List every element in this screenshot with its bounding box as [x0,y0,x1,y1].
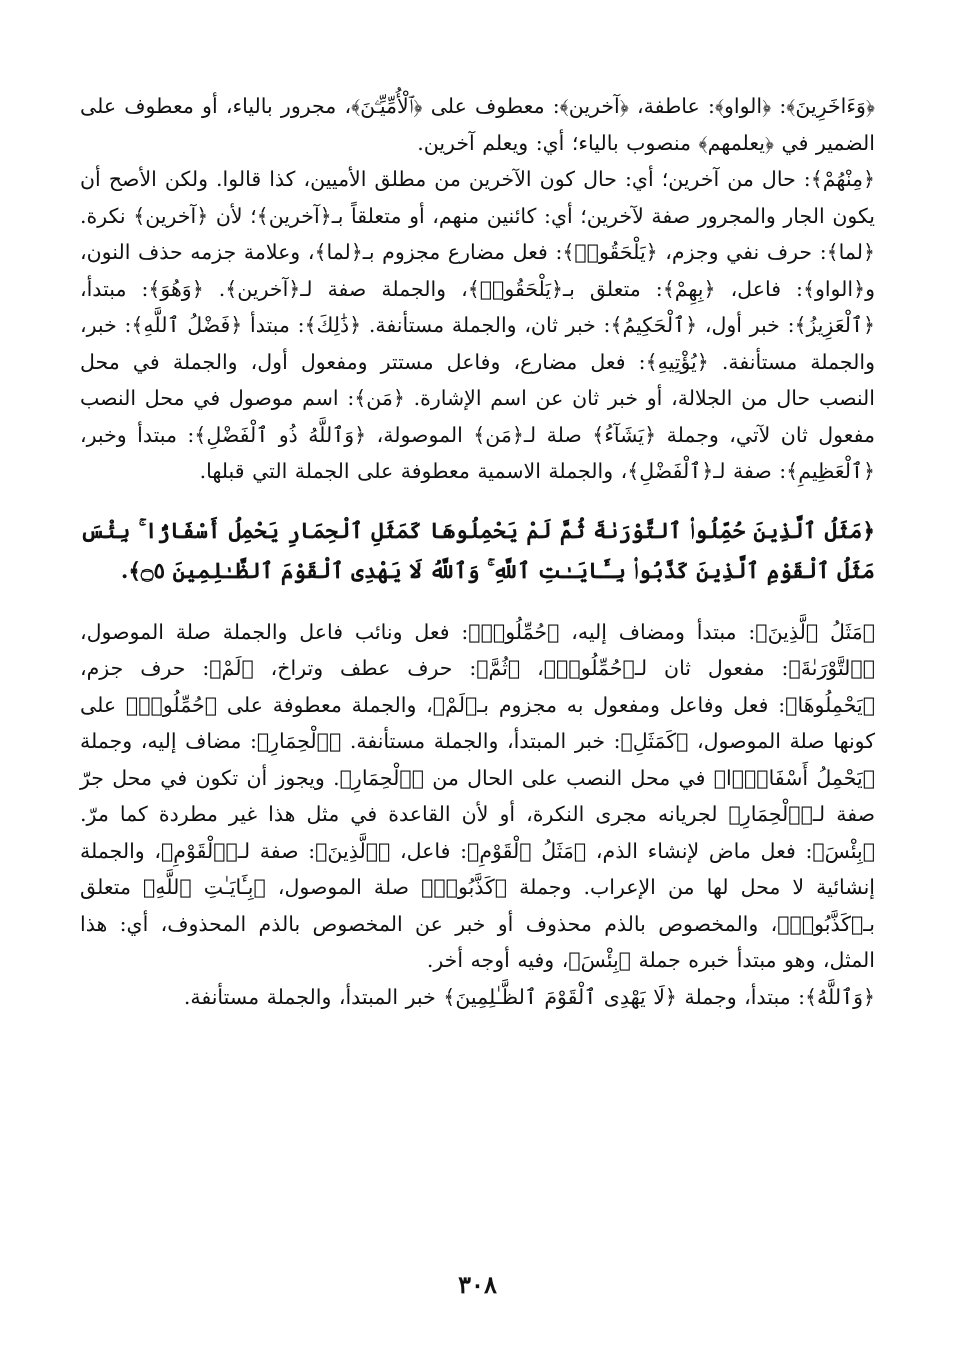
page-number: ٣٠٨ [458,1270,497,1299]
paragraph-2: ﴿مِنْهُمْ﴾: حال من آخرين؛ أي: حال كون الآخرين من مطلق الأميين، كذا قالوا. ولكن الأصح أن يكون الجار والمجرور صفة لآخرين؛ أي: كائنين منهم، أو متعلقاً بـ﴿آخرين﴾؛ لأن ﴿آخرين﴾ نكرة. ﴿لما﴾: حرف نفي وجزم، ﴿يَلْحَقُوا۟﴾: فعل مضارع مجزوم بـ﴿لما﴾، وعلامة جزمه حذف النون، و﴿الواو﴾: فاعل، ﴿بِهِمْ﴾: متعلق بـ﴿يَلْحَقُوا۟﴾، والجملة صفة لـ﴿آخرين﴾. ﴿وَهُوَ﴾: مبتدأ، ﴿ٱلْعَزِيزُ﴾: خبر أول، ﴿ٱلْحَكِيمُ﴾: خبر ثان، والجملة مستأنفة. ﴿ذَٰلِكَ﴾: مبتدأ ﴿فَضْلُ ٱللَّهِ﴾: خبر، والجملة مستأنفة. ﴿يُؤْتِيهِ﴾: فعل مضارع، وفاعل مستتر ومفعول أول، والجملة في محل النصب حال من الجلالة، أو خبر ثان عن اسم الإشارة. ﴿مَن﴾: اسم موصول في محل النصب مفعول ثان لآتي، وجملة ﴿يَشَآءُ﴾ صلة لـ﴿مَن﴾ الموصولة، ﴿وَٱللَّهُ ذُو ٱلْفَضْلِ﴾: مبتدأ وخبر، ﴿ٱلْعَظِيمِ﴾: صفة لـ﴿ٱلْفَضْلِ﴾، والجملة الاسمية معطوفة على الجملة التي قبلها. [80,167,875,483]
paragraph-1: ﴿وَءَاخَرِينَ﴾: ﴿الواو﴾: عاطفة، ﴿آخرين﴾: معطوف على ﴿ٱلْأُمِّيِّـۧنَ﴾، مجرور بالياء، أو معطوف على الضمير في ﴿يعلمهم﴾ منصوب بالياء؛ أي: ويعلم آخرين. [80,94,875,155]
quran-verse: ﴿مَثَلُ ٱلَّذِينَ حُمِّلُوا۟ ٱلتَّوْرَىٰةَ ثُمَّ لَمْ يَحْمِلُوهَا كَمَثَلِ ٱلْحِمَارِ يَحْمِلُ أَسْفَارًۢا ۚ بِئْسَ مَثَلُ ٱلْقَوْمِ ٱلَّذِينَ كَذَّبُوا۟ بِـَٔايَـٰتِ ٱللَّهِ ۚ وَٱللَّهُ لَا يَهْدِى ٱلْقَوْمَ ٱلظَّـٰلِمِينَ ۝٥﴾. [80,518,875,584]
page-body [80,88,875,1364]
paragraph-3: ﴿مَثَلُ ٱلَّذِينَ﴾: مبتدأ ومضاف إليه، ﴿حُمِّلُوا۟﴾: فعل ونائب فاعل والجملة صلة الموصول، ﴿ٱلتَّوْرَىٰةَ﴾: مفعول ثان لـ﴿حُمِّلُوا۟﴾، ﴿ثُمَّ﴾: حرف عطف وتراخ، ﴿لَمْ﴾: حرف جزم، ﴿يَحْمِلُوهَا﴾: فعل وفاعل ومفعول به مجزوم بـ﴿لَمْ﴾، والجملة معطوفة على ﴿حُمِّلُوا۟﴾ على كونها صلة الموصول، ﴿كَمَثَلِ﴾: خبر المبتدأ، والجملة مستأنفة. ﴿ٱلْحِمَارِ﴾: مضاف إليه، وجملة ﴿يَحْمِلُ أَسْفَارًۢا﴾ في محل النصب على الحال من ﴿ٱلْحِمَارِ﴾. ويجوز أن تكون في محل جرّ صفة لـ﴿ٱلْحِمَارِ﴾ لجريانه مجرى النكرة، أو لأن القاعدة في مثل هذا غير مطردة كما مرّ. ﴿بِئْسَ﴾: فعل ماض لإنشاء الذم، ﴿مَثَلُ ٱلْقَوْمِ﴾: فاعل، ﴿ٱلَّذِينَ﴾: صفة لـ﴿ٱلْقَوْمِ﴾، والجملة إنشائية لا محل لها من الإعراب. وجملة ﴿كَذَّبُوا۟﴾ صلة الموصول، ﴿بِـَٔايَـٰتِ ٱللَّهِ﴾ متعلق بـ﴿كَذَّبُوا۟﴾، والمخصوص بالذم محذوف أو خبر عن المخصوص بالذم المحذوف، أي: هذا المثل، وهو مبتدأ خبره جملة ﴿بِئْسَ﴾، وفيه أوجه أخر. [80,619,875,972]
paragraph-4: ﴿وَٱللَّهُ﴾: مبتدأ، وجملة ﴿لَا يَهْدِى ٱلْقَوْمَ ٱلظَّـٰلِمِينَ﴾ خبر المبتدأ، والجملة مستأنفة. [183,984,875,1009]
